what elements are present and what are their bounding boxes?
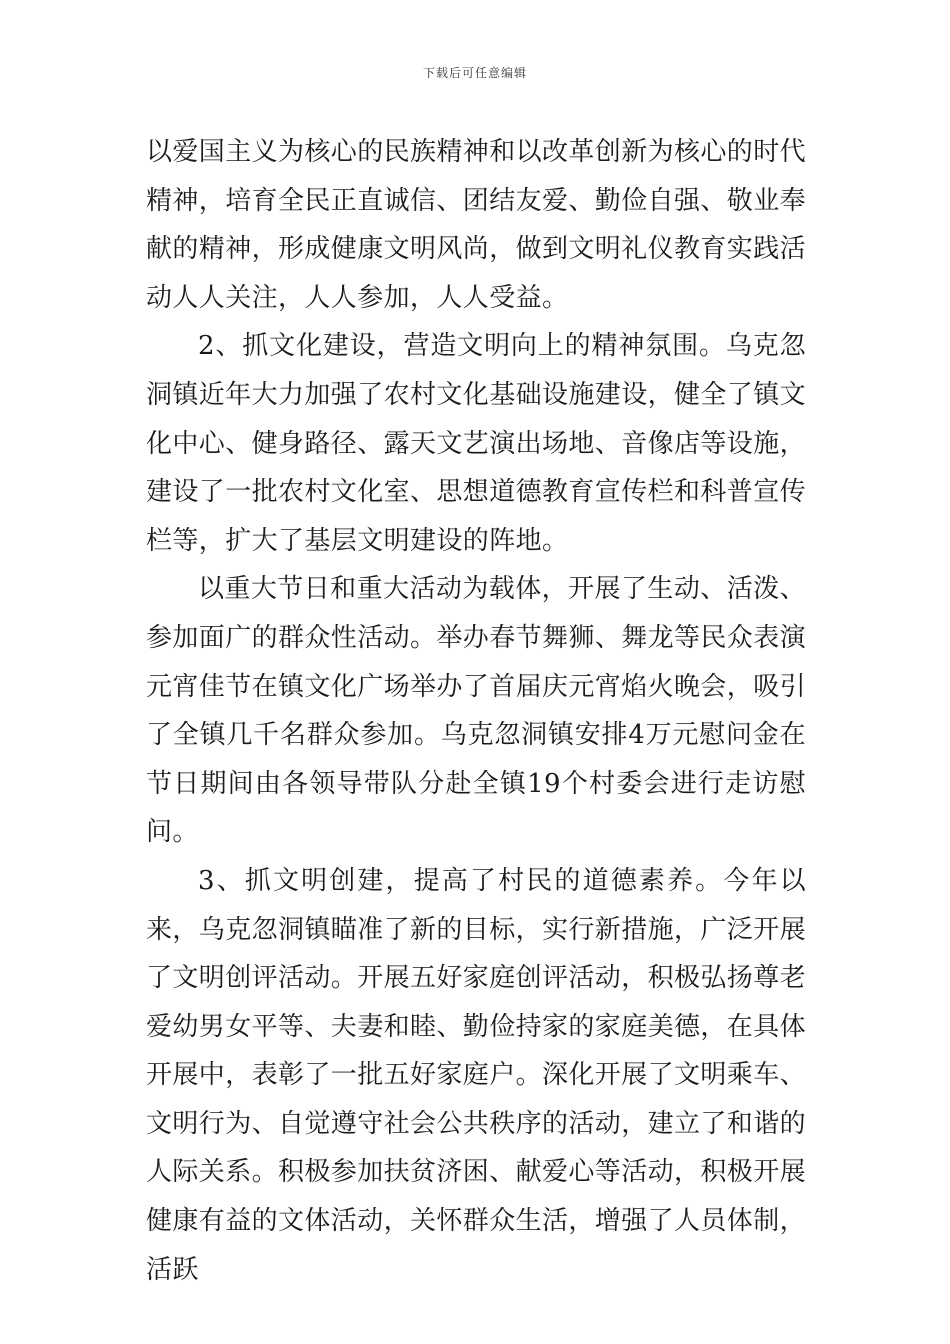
page-header: 下载后可任意编辑 [422,66,527,80]
paragraph-civilization-creation: 3、抓文明创建，提高了村民的道德素养。今年以来，乌克忽洞镇瞄准了新的目标，实行新措施，广泛开展了文明创评活动。开展五好家庭创评活动，积极弘扬尊老爱幼男女平等、夫妻和睦、勤俭持家的家庭美德，在具体开展中，表彰了一批五好家庭户。深化开展了文明乘车、文明行为、自觉遵守社会公共秩序的活动，建立了和谐的人际关系。积极参加扶贫济困、献爱心等活动，积极开展健康有益的文体活动，关怀群众生活，增强了人员体制，活跃 [146,865,807,1285]
document-body [146,128,806,1294]
paragraph-festival-activities: 以重大节日和重大活动为载体，开展了生动、活泼、参加面广的群众性活动。举办春节舞狮、舞龙等民众表演元宵佳节在镇文化广场举办了首届庆元宵焰火晚会，吸引了全镇几千名群众参加。乌克忽洞镇安排4万元慰问金在节日期间由各领导带队分赴全镇19个村委会进行走访慰问。 [146,574,807,848]
paragraph-cultural-construction: 2、抓文化建设，营造文明向上的精神氛围。乌克忽洞镇近年大力加强了农村文化基础设施建设，健全了镇文化中心、健身路径、露天文艺演出场地、音像店等设施，建设了一批农村文化室、思想道德教育宣传栏和科普宣传栏等，扩大了基层文明建设的阵地。 [146,331,807,556]
paragraph-continuation: 以爱国主义为核心的民族精神和以改革创新为核心的时代精神，培育全民正直诚信、团结友爱、勤俭自强、敬业奉献的精神，形成健康文明风尚，做到文明礼仪教育实践活动人人关注，人人参加，人人受益。 [146,137,807,313]
